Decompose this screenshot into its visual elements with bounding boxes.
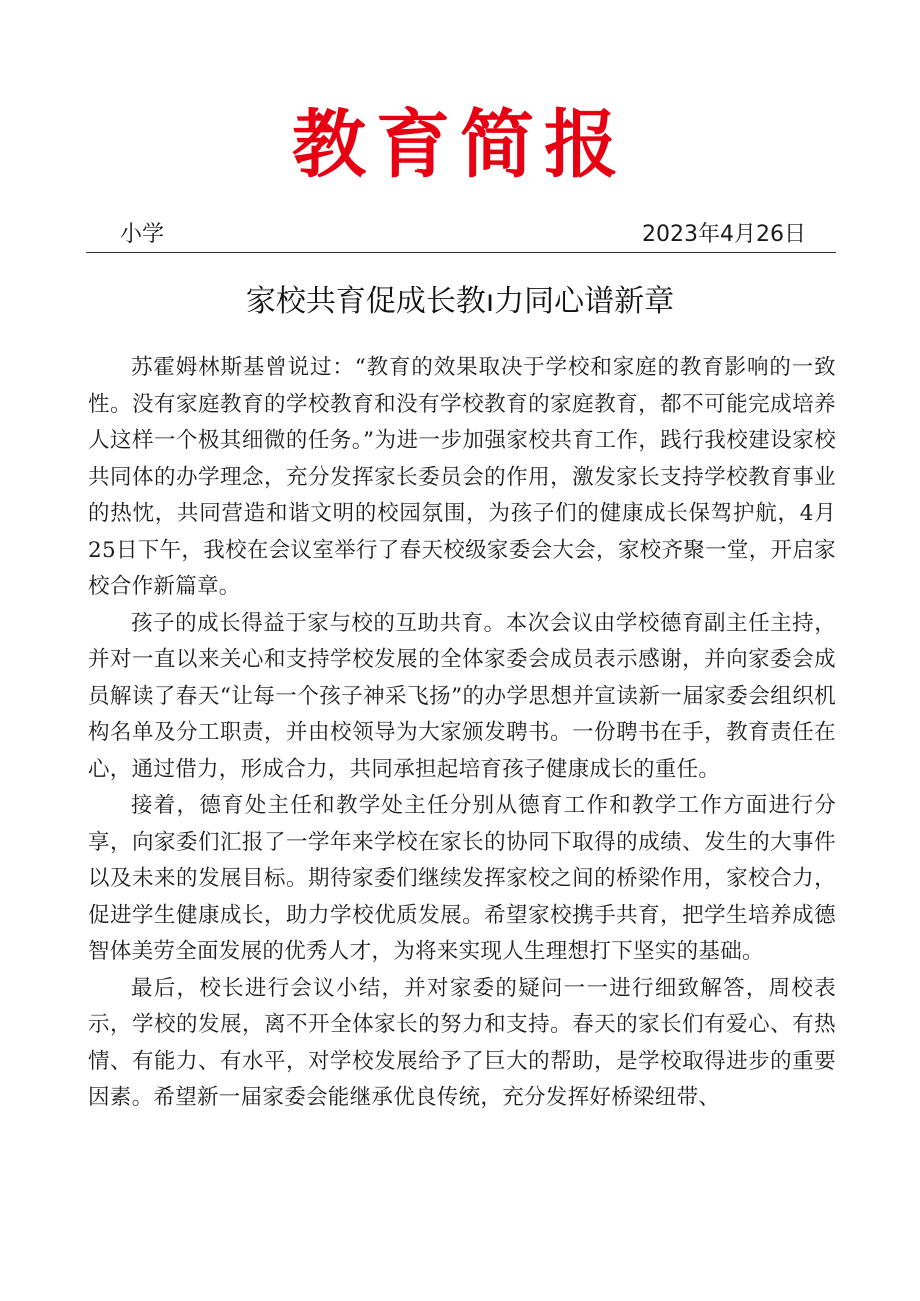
article-paragraph: 最后，校长进行会议小结，并对家委的疑问一一进行细致解答，周校表示，学校的发展，离不开全体家长的努力和支持。春天的家长们有爱心、有热情、有能力、有水平，对学校发展给予了巨大的帮助，是学校取得进步的重要因素。希望新一届家委会能继承优良传统，充分发挥好桥梁纽带、 [88, 975, 836, 1110]
article-body [88, 350, 836, 1117]
school-name: 小学 [120, 222, 165, 247]
meta-row [86, 220, 836, 253]
issue-date: 2023年4月26日 [642, 222, 806, 247]
article-paragraph: 孩子的成长得益于家与校的互助共育。本次会议由学校德育副主任主持，并对一直以来关心和支持学校发展的全体家委会成员表示感谢，并向家委会成员解读了春天“让每一个孩子神采飞扬”的办学思想并宣读新一届家委会组织机构名单及分工职责，并由校领导为大家颁发聘书。一份聘书在手，教育责任在心，通过借力，形成合力，共同承担起培育孩子健康成长的重任。 [88, 610, 836, 782]
article-headline: 家校共育促成长教ı力同心谱新章 [245, 284, 675, 319]
article-paragraph: 苏霍姆林斯基曾说过：“教育的效果取决于学校和家庭的教育影响的一致性。没有家庭教育的学校教育和没有学校教育的家庭教育，都不可能完成培养人这样一个极其细微的任务。”为进一步加强家校共育工作，践行我校建设家校共同体的办学理念，充分发挥家长委员会的作用，激发家长支持学校教育事业的热忱，共同营造和谐文明的校园氛围，为孩子们的健康成长保驾护航，4月25日下午，我校在会议室举行了春天校级家委会大会，家校齐聚一堂，开启家校合作新篇章。 [88, 355, 836, 599]
article-paragraph: 接着，德育处主任和教学处主任分别从德育工作和教学工作方面进行分享，向家委们汇报了一学年来学校在家长的协同下取得的成绩、发生的大事件以及未来的发展目标。期待家委们继续发挥家校之间的桥梁作用，家校合力，促进学生健康成长，助力学校优质发展。希望家校携手共育，把学生培养成德智体美劳全面发展的优秀人才，为将来实现人生理想打下坚实的基础。 [88, 793, 836, 964]
newsletter-title: 教育简报 [292, 102, 628, 188]
